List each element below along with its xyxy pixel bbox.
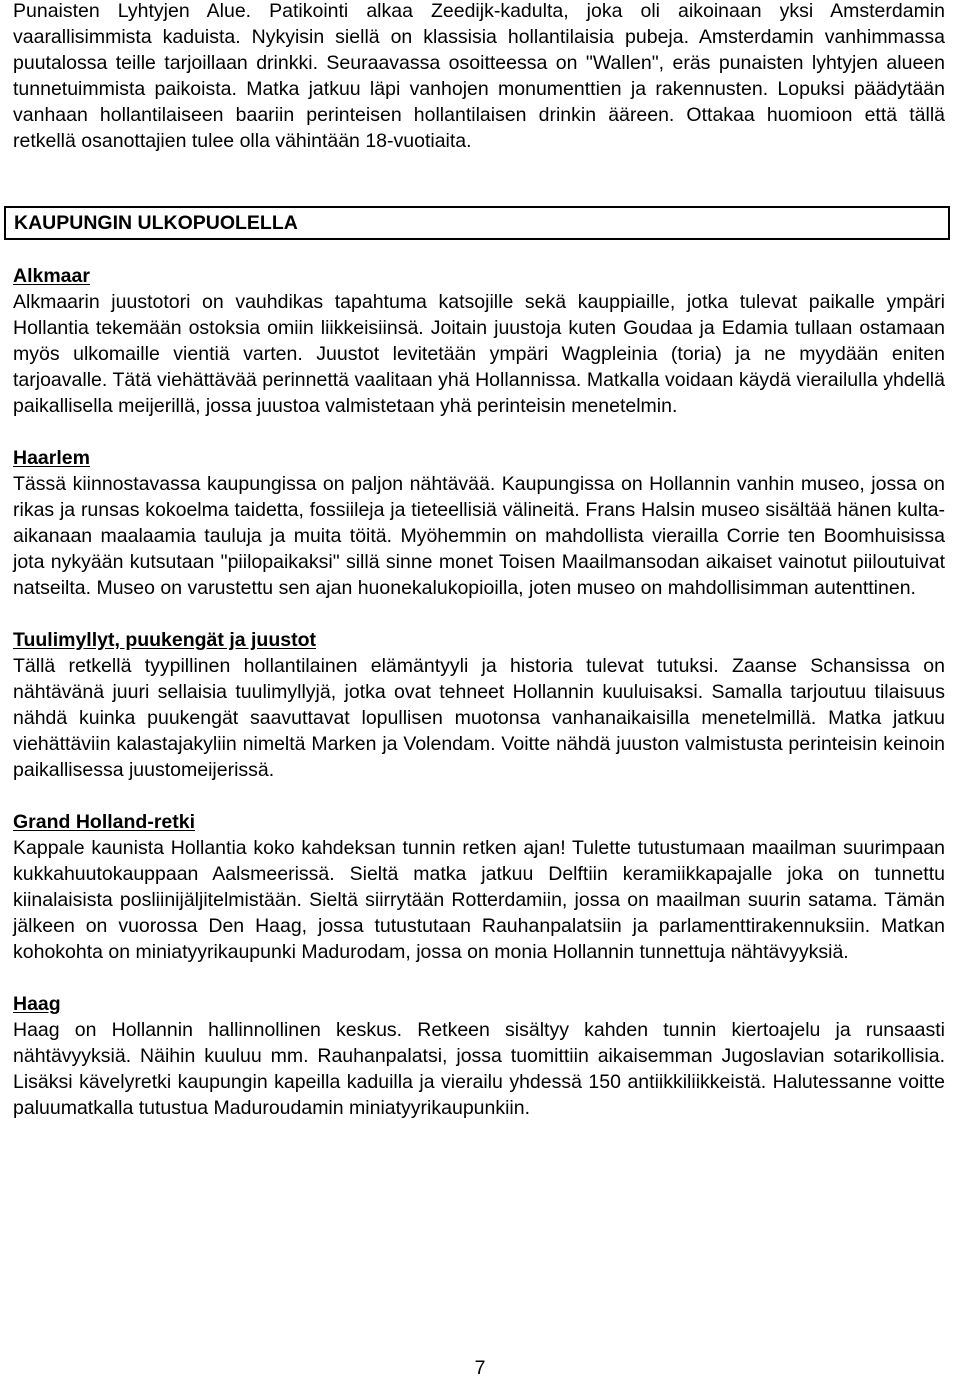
entry-body: Tällä retkellä tyypillinen hollantilainen elämäntyyli ja historia tulevat tutuksi. Zaanse Schansissa on nähtävänä juuri sellaisia tuulimyllyjä, jotka ovat tehneet Hollannin kuuluisaksi. Samalla tarjoutuu tilaisuus nähdä kuinka puukengät saavuttavat lopullisen muotonsa vanhanaikaisilla menetelmillä. Matka jatkuu viehättäviin kalastajakyliin nimeltä Marken ja Volendam. Voitte nähdä juuston valmistusta perinteisin keinoin paikallisessa juustomeijerissä. — [13, 655, 945, 781]
document-page — [13, 0, 945, 1121]
entry-haag — [13, 991, 945, 1121]
entry-heading: Tuulimyllyt, puukengät ja juustot — [13, 629, 316, 651]
section-title: KAUPUNGIN ULKOPUOLELLA — [14, 212, 298, 234]
section-title-box — [4, 206, 950, 240]
page-number: 7 — [474, 1357, 486, 1379]
entry-heading: Alkmaar — [13, 265, 90, 287]
entry-body: Tässä kiinnostavassa kaupungissa on paljon nähtävää. Kaupungissa on Hollannin vanhin museo, jossa on rikas ja runsas kokoelma taidetta, fossiileja ja tieteellisiä välineitä. Frans Halsin museo sisältää hänen kulta-aikanaan maalaamia tauluja ja muita töitä. Myöhemmin on mahdollista vierailla Corrie ten Boomhuisissa jota nykyään kutsutaan "piilopaikaksi" sillä sinne monet Toisen Maailmansodan aikaiset vainotut piiloutuivat natseilta. Museo on varustettu sen ajan huonekalukopioilla, joten museo on mahdollisimman autenttinen. — [13, 473, 945, 599]
entry-heading: Haarlem — [13, 447, 90, 469]
intro-paragraph: Punaisten Lyhtyjen Alue. Patikointi alkaa Zeedijk-kadulta, joka oli aikoinaan yksi Amsterdamin vaarallisimmista kaduista. Nykyisin siellä on klassisia hollantilaisia pubeja. Amsterdamin vanhimmassa puutalossa teille tarjoillaan drinkki. Seuraavassa osoitteessa on "Wallen", eräs punaisten lyhtyjen alueen tunnetuimmista paikoista. Matka jatkuu läpi vanhojen monumenttien ja rakennusten. Lopuksi päädytään vanhaan hollantilaiseen baariin perinteisen hollantilaisen drinkin ääreen. Ottakaa huomioon että tällä retkellä osanottajien tulee olla vähintään 18-vuotiaita. — [13, 0, 945, 152]
entry-alkmaar — [13, 263, 945, 419]
entry-haarlem — [13, 445, 945, 601]
entry-body: Haag on Hollannin hallinnollinen keskus. Retkeen sisältyy kahden tunnin kiertoajelu ja runsaasti nähtävyyksiä. Näihin kuuluu mm. Rauhanpalatsi, jossa tuomittiin aikaisemman Jugoslavian sotarikollisia. Lisäksi kävelyretki kaupungin kapeilla kaduilla ja vierailu yhdessä 150 antiikkiliikkeistä. Halutessanne voitte paluumatkalla tutustua Maduroudamin miniatyyrikaupunkiin. — [13, 1019, 945, 1119]
entry-grand-holland — [13, 809, 945, 965]
entry-body: Alkmaarin juustotori on vauhdikas tapahtuma katsojille sekä kauppiaille, jotka tulevat paikalle ympäri Hollantia tekemään ostoksia omiin liikkeisiinsä. Joitain juustoja kuten Goudaa ja Edamia tullaan ostamaan myös ulkomaille vientiä varten. Juustot levitetään ympäri Wagpleinia (toria) ja ne myydään eniten tarjoavalle. Tätä viehättävää perinnettä vaalitaan yhä Hollannissa. Matkalla voidaan käydä vierailulla yhdellä paikallisella meijerillä, jossa juustoa valmistetaan yhä perinteisin menetelmin. — [13, 291, 945, 417]
entry-tuulimyllyt — [13, 627, 945, 783]
entry-body: Kappale kaunista Hollantia koko kahdeksan tunnin retken ajan! Tulette tutustumaan maailman suurimpaan kukkahuutokauppaan Aalsmeerissä. Sieltä matka jatkuu Delftiin keramiikkapajalle joka on tunnettu kiinalaisista posliinijäljitelmistään. Sieltä siirrytään Rotterdamiin, jossa on maailman suurin satama. Tämän jälkeen on vuorossa Den Haag, jossa tutustutaan Rauhanpalatsiin ja parlamenttirakennuksiin. Matkan kohokohta on miniatyyrikaupunki Madurodam, jossa on monia Hollannin tunnettuja nähtävyyksiä. — [13, 837, 945, 963]
entry-heading: Grand Holland-retki — [13, 811, 196, 833]
entry-heading: Haag — [13, 993, 61, 1015]
